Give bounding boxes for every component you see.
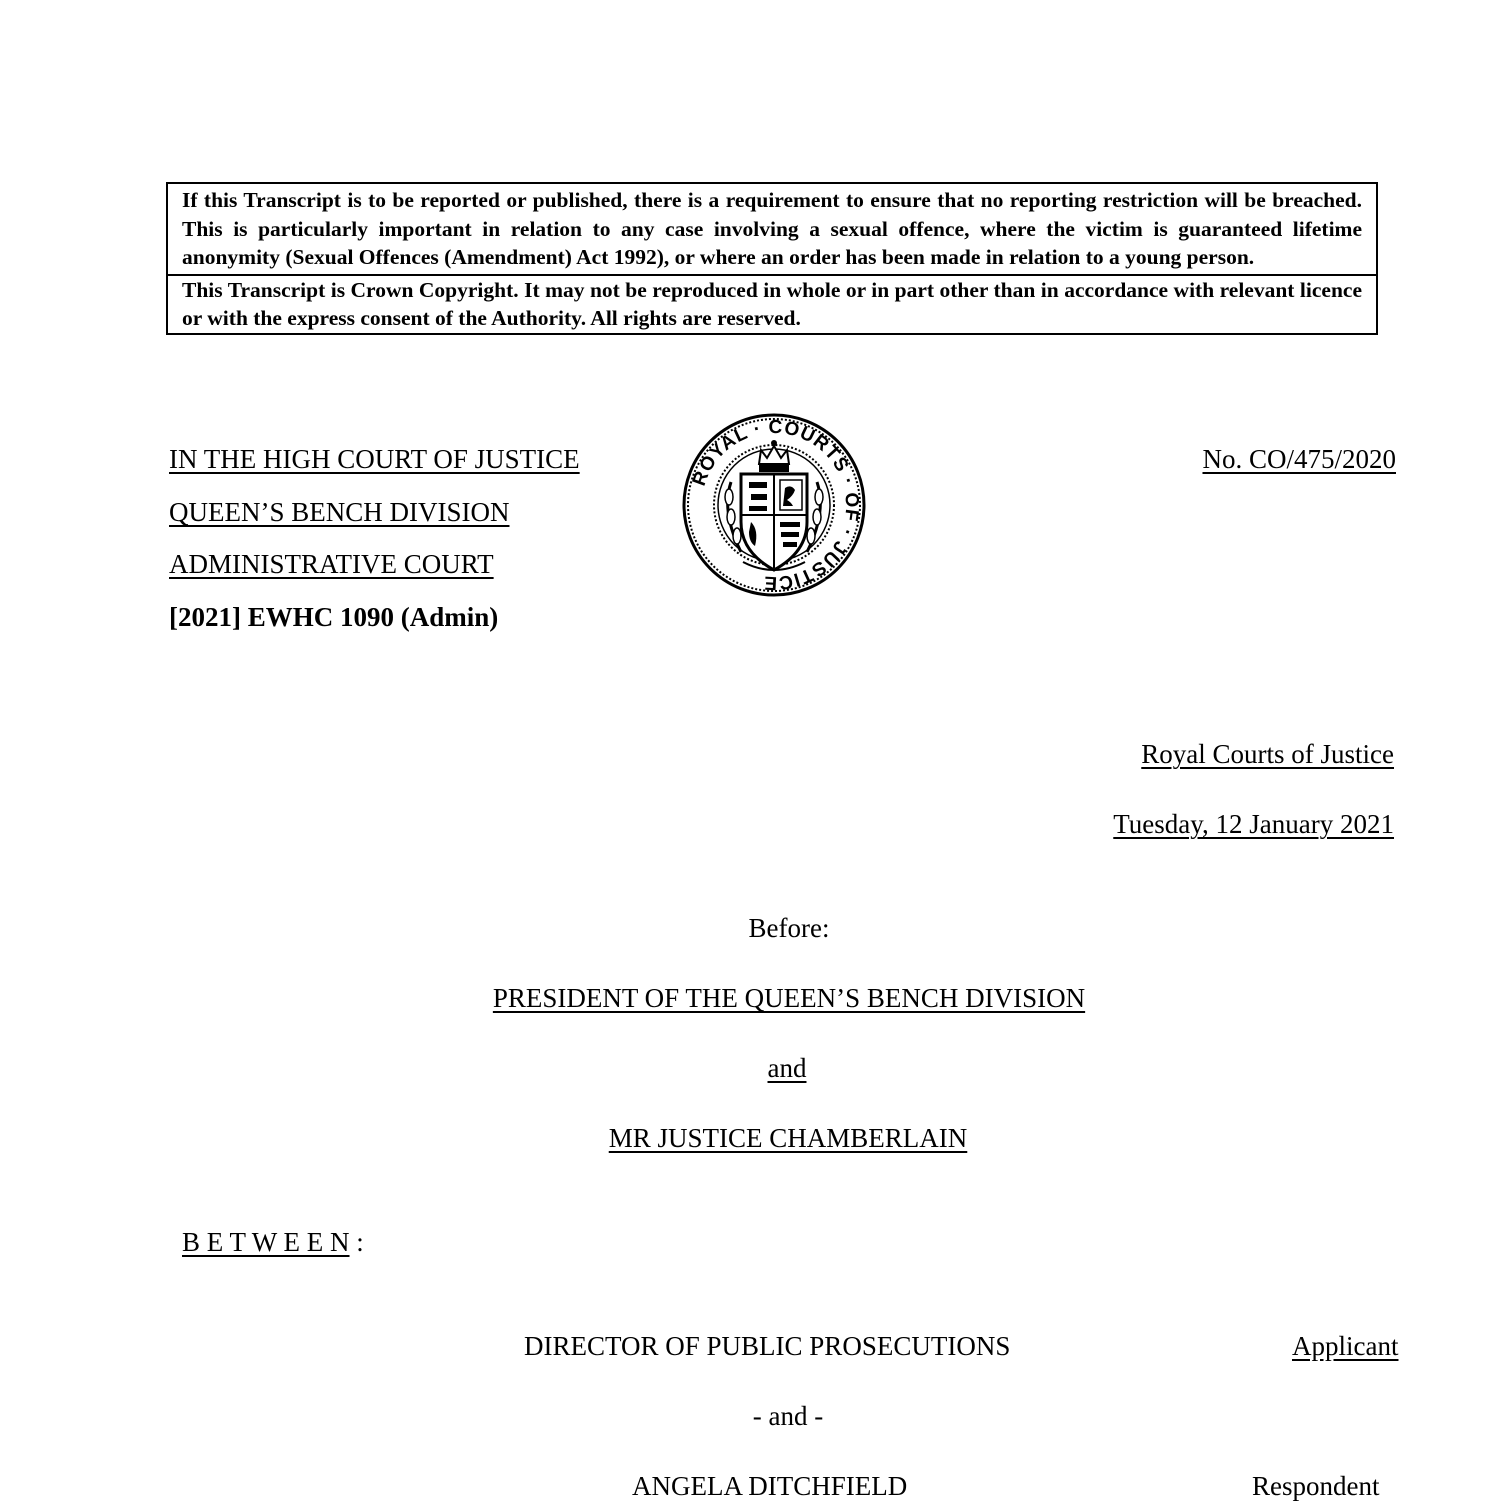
judge-1: PRESIDENT OF THE QUEEN’S BENCH DIVISION	[492, 983, 1086, 1013]
between-label: B E T W E E N	[182, 1227, 350, 1257]
applicant-name: DIRECTOR OF PUBLIC PROSECUTIONS	[524, 1331, 1011, 1361]
applicant-role: Applicant	[1292, 1331, 1399, 1361]
reporting-restriction-notice: If this Transcript is to be reported or published, there is a requirement to ensure that no reporting restriction will be breached. This is particularly important in relation to any case involving a sexual offence, where the victim is guaranteed lifetime anonymity (Sexual Offences (Amendment) Act 1992), or where an order has been made in relation to a young person.	[168, 184, 1376, 276]
neutral-citation: [2021] EWHC 1090 (Admin)	[169, 602, 499, 632]
transcript-notice-box	[166, 182, 1378, 335]
court-name: IN THE HIGH COURT OF JUSTICE	[169, 444, 580, 474]
venue-location: Royal Courts of Justice	[1141, 739, 1394, 769]
between-heading	[182, 1227, 364, 1258]
parties-separator: - and -	[752, 1401, 824, 1431]
court-section: ADMINISTRATIVE COURT	[169, 549, 494, 579]
judge-2: MR JUSTICE CHAMBERLAIN	[608, 1123, 968, 1153]
before-label: Before:	[748, 913, 830, 943]
crown-copyright-notice: This Transcript is Crown Copyright. It may not be reproduced in whole or in part other than in accordance with relevant licence or with the express consent of the Authority. All rights are reserved.	[182, 277, 1362, 330]
svg-text:ROYAL · COURTS · OF · JUSTICE: ROYAL · COURTS · OF · JUSTICE	[688, 416, 863, 594]
respondent-name: ANGELA DITCHFIELD	[632, 1471, 908, 1501]
respondent-role: Respondent	[1252, 1471, 1380, 1501]
royal-courts-seal-icon	[681, 412, 867, 598]
bench-conjunction: and	[767, 1053, 807, 1083]
between-colon: :	[349, 1227, 364, 1257]
case-number: No. CO/475/2020	[1202, 444, 1396, 474]
hearing-date: Tuesday, 12 January 2021	[1113, 809, 1394, 839]
court-division: QUEEN’S BENCH DIVISION	[169, 497, 510, 527]
